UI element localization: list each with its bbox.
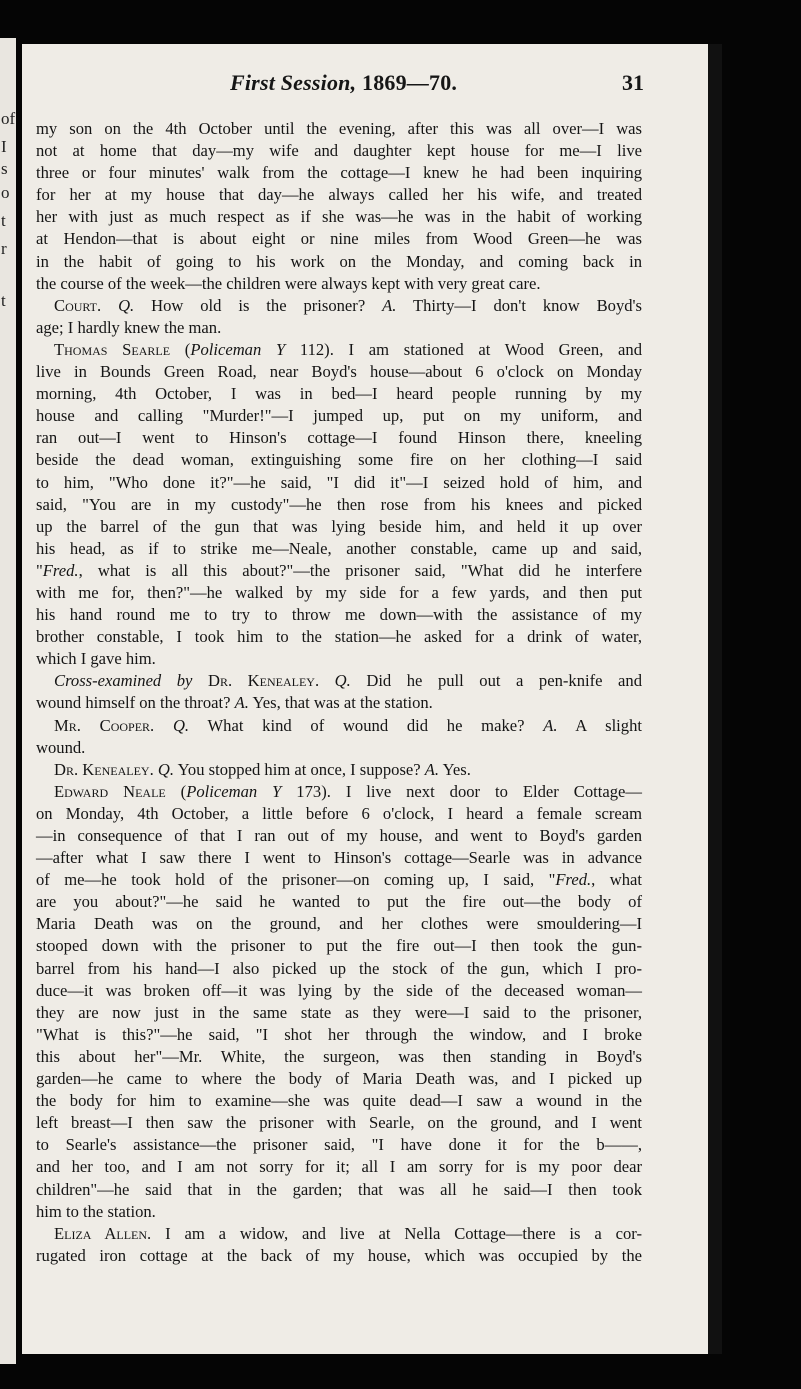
page-number: 31	[622, 70, 644, 95]
previous-page-fragment: t	[1, 291, 6, 310]
text-line: and her too, and I am not sorry for it; all I am sorry for is my poor dear	[36, 1157, 642, 1177]
text-line: —in consequence of that I ran out of my house, and went to Boyd's garden	[36, 826, 642, 845]
text-line: this about her"—Mr. White, the surgeon, was then standing in Boyd's	[36, 1046, 642, 1066]
text-line: left breast—I then saw the prisoner with Searle, on the ground, and I went	[36, 1113, 642, 1133]
text-line: stooped down with the prisoner to put the fire out—I then took the gun-	[36, 936, 642, 956]
text-run	[154, 716, 173, 735]
text-line: ran out—I went to Hinson's cottage—I found Hinson there, kneeling	[36, 428, 642, 448]
text-run: Q.	[334, 671, 351, 691]
text-line: his hand round me to try to throw me down—with the assistance of my	[36, 605, 642, 625]
text-line: to him, "Who done it?"—he said, "I did it"—I seized hold of him, and	[36, 472, 642, 492]
text-run: A.	[234, 693, 249, 713]
text-run: A.	[424, 759, 440, 779]
text-run: "	[36, 560, 43, 580]
text-line	[36, 781, 642, 803]
text-line: at Hendon—that is about eight or nine miles from Wood Green—he was	[36, 229, 642, 249]
previous-page-fragment: t	[1, 211, 6, 230]
text-line: live in Bounds Green Road, near Boyd's house—about 6 o'clock on Monday	[36, 362, 642, 382]
text-line: my son on the 4th October until the evening, after this was all over—I was	[36, 119, 642, 138]
text-line	[36, 715, 642, 737]
text-run: (	[170, 339, 191, 359]
running-title-session: First Session,	[230, 70, 357, 95]
text-run: Thirty—I don't know Boyd's	[396, 295, 642, 315]
text-run: , what is all this about?"—the prisoner said, "What did he interfere	[78, 560, 642, 580]
book-page	[22, 44, 722, 1354]
text-run: wound himself on the throat?	[36, 693, 235, 713]
text-run: Q.	[172, 715, 190, 735]
body-text	[36, 118, 642, 1267]
text-run: A.	[543, 715, 558, 735]
text-line: said, "You are in my custody"—he then rose from his knees and picked	[36, 494, 642, 514]
text-run: Cross-examined by	[54, 671, 193, 691]
text-line: him to the station.	[36, 1201, 156, 1221]
text-line	[36, 759, 642, 781]
text-run: What kind of wound did he make?	[189, 715, 544, 735]
text-run	[319, 671, 335, 690]
text-line: wound.	[36, 737, 86, 757]
text-line: beside the dead woman, extinguishing some fire on her clothing—I said	[36, 450, 642, 470]
text-run: Dr. Kenealey.	[207, 671, 320, 691]
running-title-years: 1869—70.	[356, 70, 458, 95]
text-line	[36, 869, 642, 891]
text-line	[36, 692, 642, 714]
previous-page-fragment: of	[1, 109, 16, 128]
text-line: —after what I saw there I went to Hinson's cottage—Searle was in advance	[36, 848, 642, 868]
text-run: Fred.	[42, 560, 79, 580]
text-line: morning, 4th October, I was in bed—I heard people running by my	[36, 384, 642, 404]
previous-page-text-fragments	[0, 38, 16, 1364]
text-run: 112). I am stationed at Wood Green, and	[285, 339, 642, 359]
running-title	[230, 70, 457, 96]
text-run: Q.	[118, 295, 135, 315]
text-run: Thomas Searle	[54, 339, 171, 359]
text-line	[36, 560, 642, 582]
text-run: Dr. Kenealey.	[54, 759, 154, 779]
text-line: not at home that day—my wife and daughter kept house for me—I live	[36, 141, 642, 161]
text-run: A.	[382, 295, 397, 315]
text-run: Eliza Allen.	[54, 1223, 152, 1243]
text-line: they are now just in the same state as they were—I said to the prisoner,	[36, 1002, 642, 1022]
text-run: Did he pull out a pen-knife and	[350, 671, 643, 691]
text-line	[36, 1223, 642, 1245]
text-line	[36, 295, 642, 317]
text-run	[192, 671, 208, 690]
text-line: his head, as if to strike me—Neale, another constable, came up and said,	[36, 538, 642, 558]
text-run: A slight	[557, 715, 642, 735]
text-run: 173). I live next door to Elder Cottage—	[281, 781, 642, 801]
previous-page-fragment: I	[1, 137, 7, 156]
text-line	[36, 339, 642, 361]
text-run: Mr. Cooper.	[54, 715, 155, 735]
text-run: Policeman Y	[190, 339, 286, 359]
text-run: , what	[591, 870, 642, 890]
text-run: of me—he took hold of the prisoner—on coming up, I said, "	[36, 870, 556, 890]
text-run: How old is the prisoner?	[134, 295, 383, 315]
text-line: to Searle's assistance—the prisoner said, "I have done it for the b——,	[36, 1135, 642, 1155]
text-run: I am a widow, and live at Nella Cottage—there is a cor-	[151, 1223, 642, 1243]
text-run: Policeman Y	[186, 781, 282, 801]
text-run	[101, 296, 118, 315]
text-run: Court.	[54, 295, 102, 315]
text-line: for her at my house that day—he always called her his wife, and treated	[36, 185, 642, 205]
text-line	[36, 670, 642, 692]
text-line: the course of the week—the children were always kept with very great care.	[36, 273, 541, 293]
text-run: (	[165, 781, 187, 801]
text-line: barrel from his hand—I also picked up the stock of the gun, which I pro-	[36, 958, 642, 978]
text-line: on Monday, 4th October, a little before 6 o'clock, I heard a female scream	[36, 803, 642, 823]
text-line: garden—he came to where the body of Maria Death was, and I picked up	[36, 1069, 642, 1089]
text-line: in the habit of going to his work on the Monday, and coming back in	[36, 251, 642, 271]
text-run: You stopped him at once, I suppose?	[174, 759, 425, 779]
text-line: the body for him to examine—she was quite dead—I saw a wound in the	[36, 1091, 642, 1111]
text-line: children"—he said that in the garden; that was all he said—I then took	[36, 1179, 642, 1199]
text-run: Yes.	[439, 759, 471, 779]
text-run: Q.	[157, 759, 175, 779]
previous-page-fragment: o	[1, 183, 10, 202]
text-run: Yes, that was at the station.	[248, 693, 433, 713]
text-line: which I gave him.	[36, 649, 156, 669]
page-header	[22, 70, 662, 100]
previous-page-edge	[0, 38, 16, 1364]
text-line: "What is this?"—he said, "I shot her through the window, and I broke	[36, 1024, 642, 1044]
text-line: three or four minutes' walk from the cottage—I knew he had been inquiring	[36, 163, 642, 183]
text-run: Fred.	[555, 870, 592, 890]
text-line: house and calling "Murder!"—I jumped up, put on my uniform, and	[36, 406, 642, 426]
text-line: her with just as much respect as if she was—he was in the habit of working	[36, 207, 642, 227]
text-line: rugated iron cottage at the back of my house, which was occupied by the	[36, 1245, 642, 1265]
text-line: are you about?"—he said he wanted to put the fire out—the body of	[36, 892, 642, 912]
text-line: with me for, then?"—he walked by my side for a few yards, and then put	[36, 582, 642, 602]
text-run: Edward Neale	[54, 781, 166, 801]
text-line: age; I hardly knew the man.	[36, 317, 222, 337]
text-line: Maria Death was on the ground, and her clothes were smouldering—I	[36, 914, 642, 934]
previous-page-fragment: s	[1, 159, 8, 178]
text-line: brother constable, I took him to the station—he asked for a drink of water,	[36, 627, 642, 647]
previous-page-fragment: r	[1, 239, 7, 258]
text-line: up the barrel of the gun that was lying beside him, and held it up over	[36, 516, 642, 536]
text-line: duce—it was broken off—it was lying by the side of the deceased woman—	[36, 980, 642, 1000]
